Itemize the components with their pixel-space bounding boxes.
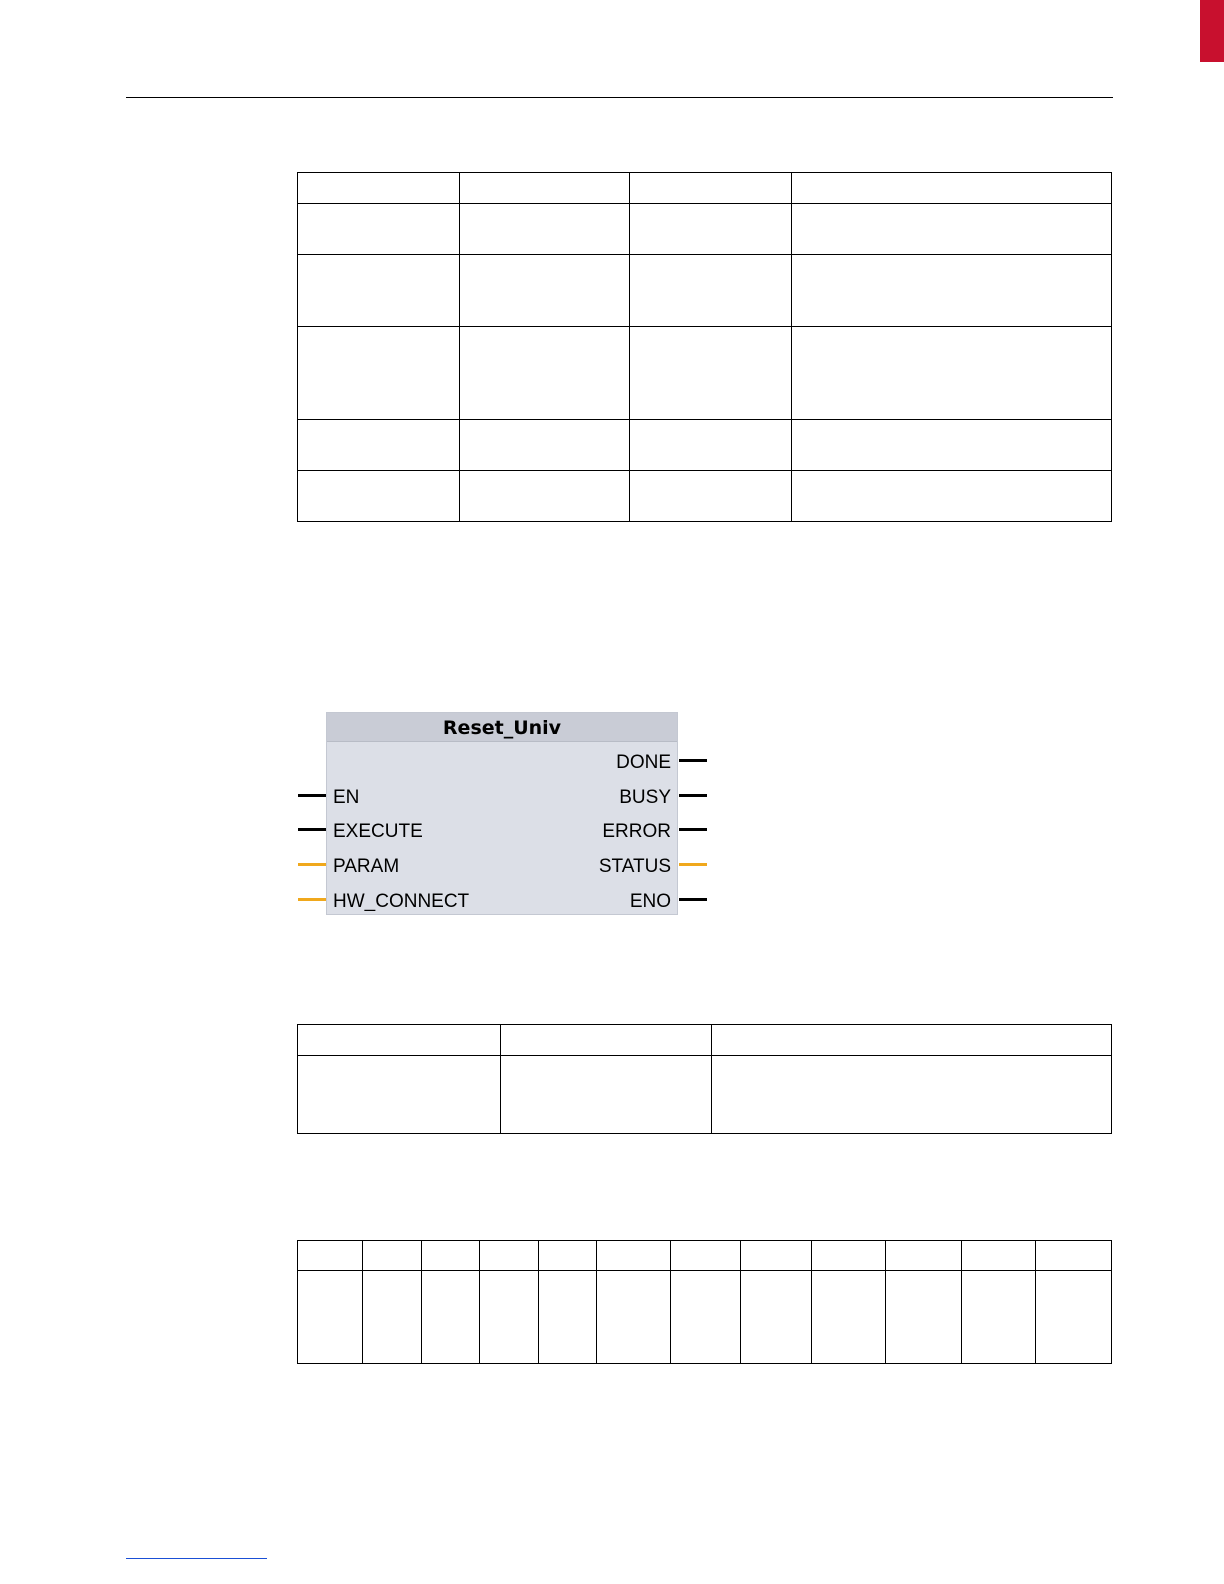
pin-en: EN	[333, 787, 360, 808]
table-row	[298, 1271, 1112, 1364]
wire-execute	[298, 828, 326, 831]
pin-done: DONE	[616, 752, 671, 773]
function-block-title: Reset_Univ	[327, 713, 677, 742]
table-row	[298, 255, 1112, 327]
table-header-row	[298, 1241, 1112, 1271]
wire-en	[298, 794, 326, 797]
pin-param: PARAM	[333, 856, 400, 877]
header-rule	[126, 97, 1113, 98]
table-row	[298, 1056, 1112, 1134]
wire-busy	[679, 794, 707, 797]
parameter-table-3	[297, 1240, 1112, 1364]
function-block-box	[326, 712, 678, 915]
table-row	[298, 471, 1112, 522]
parameter-table-1	[297, 172, 1112, 522]
table-header-row	[298, 1025, 1112, 1056]
table-header-row	[298, 173, 1112, 204]
pin-hw-connect: HW_CONNECT	[333, 891, 470, 912]
wire-param	[298, 863, 326, 866]
wire-status	[679, 863, 707, 866]
wire-done	[679, 759, 707, 762]
parameter-table-2	[297, 1024, 1112, 1134]
pin-status: STATUS	[598, 856, 671, 877]
page-tab-marker	[1200, 0, 1224, 62]
wire-error	[679, 828, 707, 831]
table-row	[298, 420, 1112, 471]
table-row	[298, 204, 1112, 255]
wire-eno	[679, 898, 707, 901]
wire-hw-connect	[298, 898, 326, 901]
footer-link-underline[interactable]	[126, 1558, 267, 1559]
table-row	[298, 327, 1112, 420]
pin-eno: ENO	[629, 891, 671, 912]
pin-busy: BUSY	[619, 787, 671, 808]
pin-execute: EXECUTE	[333, 821, 423, 842]
pin-error: ERROR	[602, 821, 671, 842]
